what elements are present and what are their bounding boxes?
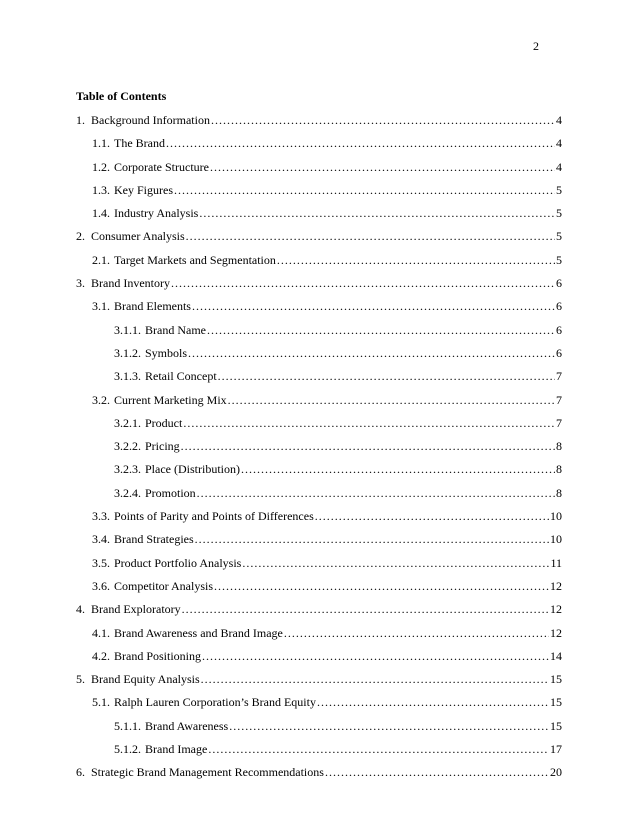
toc-entry-page: 5 — [556, 229, 562, 244]
toc-entry-label: Brand Inventory — [91, 276, 170, 291]
toc-entry-number: 3.2.2. — [114, 439, 141, 454]
toc-entry-label: Brand Elements — [114, 299, 191, 314]
dot-leader — [315, 505, 549, 528]
toc-entry-page: 12 — [550, 625, 562, 640]
toc-entry-label: Brand Image — [145, 742, 208, 757]
toc-entry[interactable] — [76, 738, 562, 761]
toc-entry-page: 4 — [556, 159, 562, 174]
dot-leader — [208, 738, 549, 761]
toc-entry[interactable] — [76, 295, 562, 318]
toc-entry-label: Points of Parity and Points of Differences — [114, 509, 314, 524]
dot-leader — [317, 691, 549, 714]
dot-leader — [284, 622, 549, 645]
toc-entry-label: Consumer Analysis — [91, 229, 185, 244]
toc-entry-label: Current Marketing Mix — [114, 392, 227, 407]
toc-entry[interactable] — [76, 575, 562, 598]
toc-title: Table of Contents — [76, 89, 167, 103]
dot-leader — [228, 389, 555, 412]
table-of-contents — [76, 109, 562, 785]
toc-entry-page: 4 — [556, 136, 562, 151]
toc-entry-label: Retail Concept — [145, 369, 217, 384]
toc-entry-page: 12 — [550, 578, 562, 593]
toc-entry-number: 6. — [76, 765, 85, 780]
toc-entry-number: 5.1.1. — [114, 718, 141, 733]
toc-entry[interactable] — [76, 389, 562, 412]
toc-entry-page: 8 — [556, 462, 562, 477]
dot-leader — [192, 295, 555, 318]
dot-leader — [183, 412, 555, 435]
toc-entry-page: 10 — [550, 532, 562, 547]
toc-entry[interactable] — [76, 668, 562, 691]
toc-entry-page: 15 — [550, 695, 562, 710]
toc-entry[interactable] — [76, 645, 562, 668]
toc-entry-label: Strategic Brand Management Recommendations — [91, 765, 324, 780]
toc-entry-page: 11 — [550, 555, 562, 570]
toc-entry-number: 1.2. — [92, 159, 110, 174]
dot-leader — [201, 668, 549, 691]
toc-entry-page: 5 — [556, 206, 562, 221]
toc-entry-label: Promotion — [145, 485, 196, 500]
toc-entry-label: Target Markets and Segmentation — [114, 252, 276, 267]
toc-entry-number: 5. — [76, 672, 85, 687]
toc-entry[interactable] — [76, 435, 562, 458]
dot-leader — [207, 319, 555, 342]
toc-entry-label: Corporate Structure — [114, 159, 209, 174]
toc-entry[interactable] — [76, 622, 562, 645]
toc-entry-label: Key Figures — [114, 182, 173, 197]
toc-entry[interactable] — [76, 132, 562, 155]
toc-entry[interactable] — [76, 225, 562, 248]
dot-leader — [195, 528, 549, 551]
toc-entry-number: 3.4. — [92, 532, 110, 547]
toc-entry-label: Symbols — [145, 345, 188, 360]
toc-entry-page: 12 — [550, 602, 562, 617]
dot-leader — [277, 249, 555, 272]
toc-entry-number: 3.2.4. — [114, 485, 141, 500]
toc-entry-page: 5 — [556, 182, 562, 197]
toc-entry-number: 4.2. — [92, 648, 110, 663]
toc-entry[interactable] — [76, 342, 562, 365]
dot-leader — [199, 202, 555, 225]
toc-entry[interactable] — [76, 528, 562, 551]
toc-entry[interactable] — [76, 109, 562, 132]
toc-entry-number: 3.2.3. — [114, 462, 141, 477]
toc-entry-number: 3.5. — [92, 555, 110, 570]
toc-entry-number: 1.1. — [92, 136, 110, 151]
toc-entry[interactable] — [76, 249, 562, 272]
toc-entry-label: Place (Distribution) — [145, 462, 240, 477]
toc-entry-number: 2. — [76, 229, 85, 244]
toc-entry-page: 6 — [556, 299, 562, 314]
toc-entry-label: Brand Exploratory — [91, 602, 181, 617]
toc-entry-number: 1. — [76, 113, 85, 127]
toc-entry-page: 5 — [556, 252, 562, 267]
dot-leader — [210, 156, 555, 179]
toc-entry-label: Background Information — [91, 113, 210, 127]
toc-entry-number: 3.2.1. — [114, 415, 141, 430]
dot-leader — [218, 365, 555, 388]
toc-entry-label: Brand Strategies — [114, 532, 194, 547]
toc-entry-page: 15 — [550, 672, 562, 687]
dot-leader — [174, 179, 555, 202]
toc-entry-page: 7 — [556, 392, 562, 407]
toc-entry-page: 17 — [550, 742, 562, 757]
toc-entry-page: 8 — [556, 439, 562, 454]
toc-entry-number: 3.1.2. — [114, 345, 141, 360]
toc-entry[interactable] — [76, 319, 562, 342]
toc-entry-number: 5.1. — [92, 695, 110, 710]
dot-leader — [188, 342, 555, 365]
toc-entry-page: 6 — [556, 322, 562, 337]
toc-entry-label: Competitor Analysis — [114, 578, 213, 593]
dot-leader — [202, 645, 549, 668]
toc-entry-label: Ralph Lauren Corporation’s Brand Equity — [114, 695, 316, 710]
dot-leader — [182, 598, 549, 621]
toc-entry[interactable] — [76, 156, 562, 179]
toc-entry-label: Brand Positioning — [114, 648, 202, 663]
toc-entry-number: 5.1.2. — [114, 742, 141, 757]
toc-entry-number: 2.1. — [92, 252, 110, 267]
toc-entry-number: 3.6. — [92, 578, 110, 593]
toc-entry-page: 10 — [550, 509, 562, 524]
toc-entry-label: Brand Equity Analysis — [91, 672, 200, 687]
toc-entry[interactable] — [76, 598, 562, 621]
toc-entry-page: 15 — [550, 718, 562, 733]
toc-entry-label: Brand Awareness and Brand Image — [114, 625, 283, 640]
toc-entry-page: 6 — [556, 276, 562, 291]
dot-leader — [166, 132, 555, 155]
page-number: 2 — [533, 39, 539, 53]
toc-entry-number: 1.4. — [92, 206, 110, 221]
toc-entry-label: Brand Name — [145, 322, 206, 337]
toc-entry-label: Industry Analysis — [114, 206, 199, 221]
toc-entry[interactable] — [76, 365, 562, 388]
dot-leader — [211, 109, 555, 132]
toc-entry-label: Product — [145, 415, 183, 430]
toc-entry-page: 7 — [556, 415, 562, 430]
toc-entry-page: 8 — [556, 485, 562, 500]
dot-leader — [325, 761, 549, 784]
toc-entry-label: Product Portfolio Analysis — [114, 555, 242, 570]
toc-entry[interactable] — [76, 202, 562, 225]
toc-entry-number: 3.1. — [92, 299, 110, 314]
dot-leader — [229, 715, 549, 738]
toc-entry[interactable] — [76, 458, 562, 481]
toc-entry-label: Brand Awareness — [145, 718, 229, 733]
toc-entry-number: 4.1. — [92, 625, 110, 640]
toc-entry[interactable] — [76, 482, 562, 505]
dot-leader — [214, 575, 549, 598]
toc-entry-number: 3.1.1. — [114, 322, 141, 337]
toc-entry[interactable] — [76, 505, 562, 528]
toc-entry-page: 6 — [556, 345, 562, 360]
toc-entry[interactable] — [76, 691, 562, 714]
toc-entry-page: 20 — [550, 765, 562, 780]
toc-entry-page: 4 — [556, 113, 562, 127]
toc-entry[interactable] — [76, 412, 562, 435]
dot-leader — [241, 458, 555, 481]
toc-entry-number: 1.3. — [92, 182, 110, 197]
toc-entry-page: 7 — [556, 369, 562, 384]
toc-entry[interactable] — [76, 761, 562, 784]
dot-leader — [171, 272, 555, 295]
dot-leader — [242, 552, 549, 575]
toc-entry-number: 3. — [76, 276, 85, 291]
toc-entry[interactable] — [76, 552, 562, 575]
toc-entry[interactable] — [76, 179, 562, 202]
dot-leader — [181, 435, 555, 458]
toc-entry-number: 3.2. — [92, 392, 110, 407]
dot-leader — [186, 225, 555, 248]
dot-leader — [197, 482, 555, 505]
toc-entry[interactable] — [76, 715, 562, 738]
toc-entry-label: The Brand — [114, 136, 165, 151]
toc-entry-label: Pricing — [145, 439, 180, 454]
toc-entry[interactable] — [76, 272, 562, 295]
toc-entry-number: 3.1.3. — [114, 369, 141, 384]
toc-entry-page: 14 — [550, 648, 562, 663]
toc-entry-number: 4. — [76, 602, 85, 617]
toc-entry-number: 3.3. — [92, 509, 110, 524]
